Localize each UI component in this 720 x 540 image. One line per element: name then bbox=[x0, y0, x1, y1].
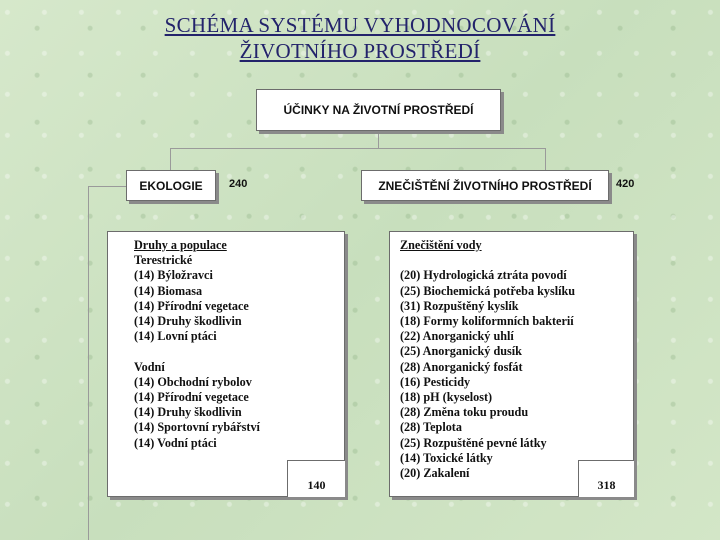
list-item: (20) Zakalení bbox=[400, 466, 470, 481]
list-item: (14) Druhy škodlivin bbox=[134, 405, 242, 420]
connector-root-down bbox=[378, 131, 379, 149]
list-item: (14) Vodní ptáci bbox=[134, 435, 217, 450]
ecology-weight: 240 bbox=[229, 178, 248, 190]
list-item: (14) Lovní ptáci bbox=[134, 329, 217, 344]
ecology-list-head: Druhy a populace bbox=[134, 238, 227, 252]
connector-left-vertical bbox=[88, 186, 89, 540]
ecology-box bbox=[126, 170, 216, 201]
list-item: (28) Změna toku proudu bbox=[400, 405, 529, 420]
list-item: (20) Hydrologická ztráta povodí bbox=[400, 268, 567, 283]
list-item: (14) Přírodní vegetace bbox=[134, 298, 249, 313]
list-item: (31) Rozpuštěný kyslík bbox=[400, 298, 519, 313]
list-item: (14) Biomasa bbox=[134, 283, 203, 298]
list-item: (18) pH (kyselost) bbox=[400, 390, 493, 405]
page-title bbox=[0, 12, 720, 64]
pollution-list-box bbox=[389, 231, 634, 497]
connector-ecology-up bbox=[170, 148, 171, 170]
pollution-box bbox=[361, 170, 609, 201]
list-item: (25) Biochemická potřeba kyslíku bbox=[400, 283, 576, 298]
ecology-list-box bbox=[107, 231, 345, 497]
pollution-weight: 420 bbox=[616, 178, 635, 190]
group-name: Terestrické bbox=[134, 253, 193, 268]
title-line-1: SCHÉMA SYSTÉMU VYHODNOCOVÁNÍ bbox=[164, 13, 556, 37]
root-label: ÚČINKY NA ŽIVOTNÍ PROSTŘEDÍ bbox=[283, 103, 474, 117]
connector-horizontal bbox=[170, 148, 545, 149]
pollution-list bbox=[400, 238, 575, 481]
list-item: (18) Formy koliformních bakterií bbox=[400, 314, 574, 328]
root-box bbox=[256, 89, 501, 131]
group-name: Vodní bbox=[134, 359, 165, 374]
connector-pollution-up bbox=[545, 148, 546, 170]
ecology-label: EKOLOGIE bbox=[139, 178, 203, 193]
spacer bbox=[400, 253, 575, 268]
list-item: (25) Anorganický dusík bbox=[400, 344, 522, 359]
ecology-list bbox=[134, 238, 260, 451]
pollution-subtotal-box bbox=[578, 460, 634, 497]
list-item: (28) Anorganický fosfát bbox=[400, 359, 523, 374]
list-item: (28) Teplota bbox=[400, 420, 462, 435]
pollution-subtotal: 318 bbox=[597, 478, 616, 492]
connector-left-horizontal bbox=[88, 186, 126, 187]
list-item: (22) Anorganický uhlí bbox=[400, 329, 514, 344]
pollution-list-head: Znečištění vody bbox=[400, 238, 482, 252]
list-item: (14) Toxické látky bbox=[400, 450, 493, 465]
ecology-subtotal-box bbox=[287, 460, 345, 497]
list-item: (16) Pesticidy bbox=[400, 374, 471, 389]
pollution-label: ZNEČIŠTĚNÍ ŽIVOTNÍHO PROSTŘEDÍ bbox=[378, 178, 592, 193]
list-item: (14) Býložravci bbox=[134, 268, 213, 283]
list-item: (14) Přírodní vegetace bbox=[134, 390, 249, 405]
title-line-2: ŽIVOTNÍHO PROSTŘEDÍ bbox=[239, 39, 481, 63]
list-item: (14) Druhy škodlivin bbox=[134, 314, 242, 329]
list-item: (14) Sportovní rybářství bbox=[134, 420, 260, 435]
ecology-subtotal: 140 bbox=[307, 478, 326, 492]
spacer bbox=[134, 344, 260, 359]
list-item: (14) Obchodní rybolov bbox=[134, 374, 252, 389]
list-item: (25) Rozpuštěné pevné látky bbox=[400, 435, 547, 450]
